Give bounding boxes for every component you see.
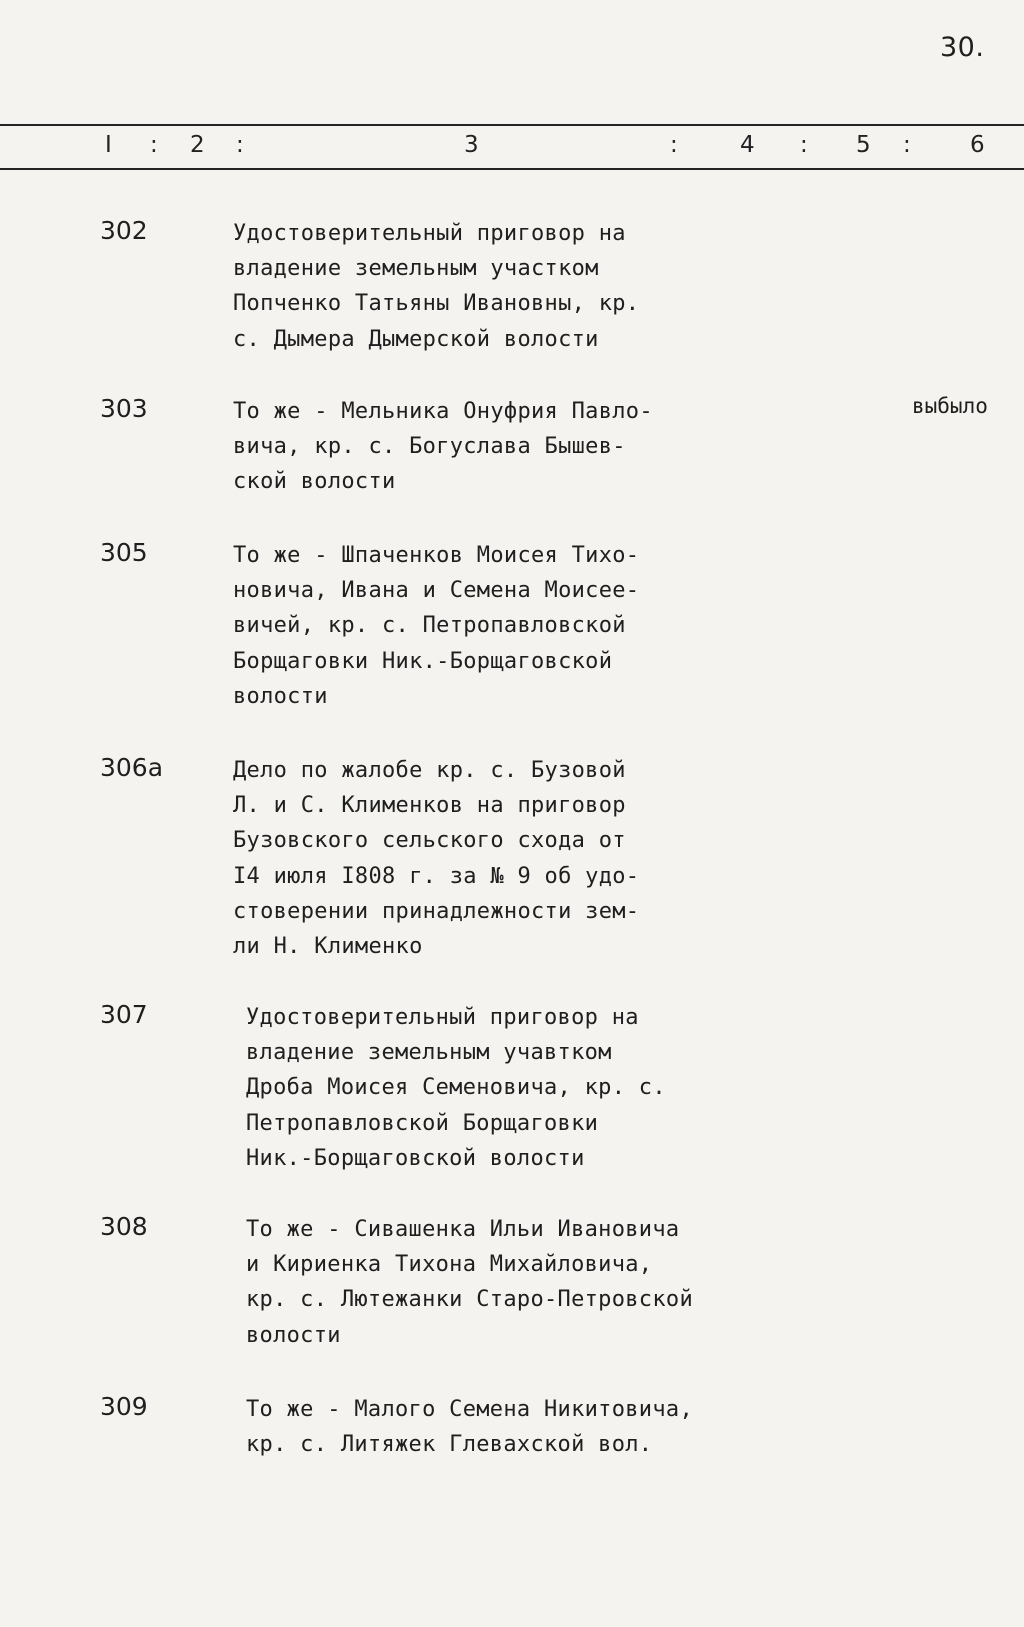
entry-note: выбыло (912, 394, 988, 418)
header-rule-top (0, 124, 1024, 126)
column-separator: : (236, 132, 244, 158)
entry-description: То же - Сивашенка Ильи Ивановича и Кириенка Тихона Михайловича, кр. с. Лютежанки Старо-Петровской волости (246, 1217, 693, 1348)
column-header-1: I (105, 132, 112, 158)
entry-description: Удостоверительный приговор на владение земельным учавтком Дроба Моисея Семеновича, кр. с. Петропавловской Борщаговки Ник.-Борщаговской волости (246, 1005, 666, 1171)
column-header-5: 5 (856, 132, 871, 158)
entry-description: То же - Шпаченков Моисея Тихо- новича, Ивана и Семена Моисее- вичей, кр. с. Петропавловской Борщаговки Ник.-Борщаговской волости (233, 543, 640, 709)
entry-number: 308 (100, 1212, 148, 1241)
column-header-6: 6 (970, 132, 985, 158)
entry-number: 305 (100, 538, 148, 567)
header-rule-bottom (0, 168, 1024, 170)
column-header-4: 4 (740, 132, 755, 158)
column-separator: : (800, 132, 808, 158)
entry-description: Дело по жалобе кр. с. Бузовой Л. и С. Клименков на приговор Бузовского сельского схода от I4 июля I808 г. за № 9 об удо- стоверении принадлежности зем- ли Н. Клименко (233, 758, 640, 960)
entry-number: 302 (100, 216, 148, 245)
entry-description: То же - Мельника Онуфрия Павло- вича, кр. с. Богуслава Бышев- ской волости (233, 399, 653, 495)
entry-number: 307 (100, 1000, 148, 1029)
page-number: 30. (940, 32, 985, 63)
column-separator: : (670, 132, 678, 158)
entry-number: 303 (100, 394, 148, 423)
column-header-3: 3 (464, 132, 479, 158)
column-separator: : (903, 132, 911, 158)
entry-description: То же - Малого Семена Никитовича, кр. с. Литяжек Глевахской вол. (246, 1397, 693, 1458)
column-separator: : (150, 132, 158, 158)
entry-description: Удостоверительный приговор на владение земельным участком Попченко Татьяны Ивановны, кр. с. Дымера Дымерской волости (233, 221, 640, 352)
entry-number: 306а (100, 753, 164, 782)
column-header-2: 2 (190, 132, 205, 158)
entry-number: 309 (100, 1392, 148, 1421)
